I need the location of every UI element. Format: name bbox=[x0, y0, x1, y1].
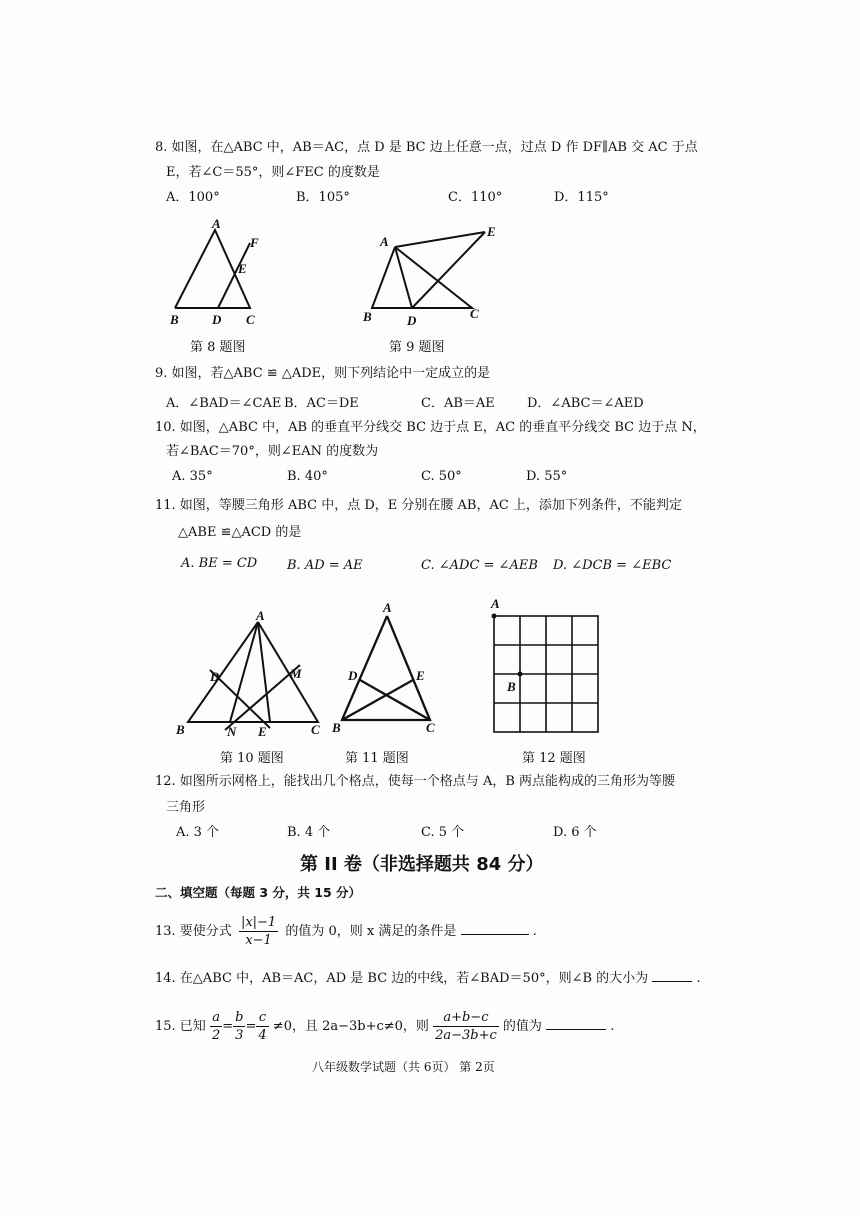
q15-prefix: 15. 已知 bbox=[155, 1019, 206, 1034]
q8-line2: E，若∠C＝55°，则∠FEC 的度数是 bbox=[166, 165, 380, 180]
fig10-label-b: B bbox=[176, 722, 185, 737]
q13-suffix: 的值为 0，则 x 满足的条件是 bbox=[285, 924, 457, 939]
q8-option-b: B．105° bbox=[296, 190, 350, 205]
q10-line1: 10. 如图，△ABC 中，AB 的垂直平分线交 BC 边于点 E，AC 的垂直平分线交 BC 边于点 N， bbox=[155, 420, 706, 435]
q10-line2: 若∠BAC＝70°，则∠EAN 的度数为 bbox=[166, 444, 379, 459]
q15-end: . bbox=[610, 1019, 615, 1034]
q13-numerator: |x|−1 bbox=[240, 915, 277, 930]
fig11-caption: 第 11 题图 bbox=[345, 751, 409, 766]
fig11-label-d: D bbox=[348, 668, 358, 683]
q12-option-b: B. 4 个 bbox=[287, 825, 331, 840]
q13-answer-blank[interactable] bbox=[461, 920, 529, 935]
fig10-caption: 第 10 题图 bbox=[220, 751, 284, 766]
fig10-label-n: N bbox=[227, 724, 237, 738]
fig12-label-a: A bbox=[491, 596, 500, 611]
q15-condition: ≠0，且 2a−3b+c≠0，则 bbox=[272, 1019, 429, 1034]
q11-option-c: C. ∠ADC = ∠AEB bbox=[421, 558, 538, 573]
section-title: 第 II 卷（非选择题共 84 分） bbox=[300, 854, 544, 875]
q9-line1: 9. 如图，若△ABC ≌ △ADE，则下列结论中一定成立的是 bbox=[155, 366, 491, 381]
q15-fraction-a-num: a bbox=[210, 1009, 222, 1027]
figure-10 bbox=[170, 610, 330, 738]
fig9-label-b: B bbox=[363, 309, 372, 324]
figure-8 bbox=[160, 215, 270, 330]
q14 bbox=[155, 967, 701, 989]
q13-denominator: x−1 bbox=[245, 933, 272, 948]
q15-fraction-c-num: c bbox=[256, 1009, 268, 1027]
q12-line1: 12. 如图所示网格上，能找出几个格点，使每一个格点与 A，B 两点能构成的三角形为等腰 bbox=[155, 774, 676, 789]
fig8-label-e: E bbox=[238, 261, 247, 276]
q11-line2: △ABE ≌△ACD 的是 bbox=[178, 525, 302, 540]
q15-eq-1: = bbox=[222, 1019, 234, 1034]
page-footer: 八年级数学试题（共 6页） 第 2页 bbox=[312, 1060, 495, 1074]
q15-fraction-a bbox=[210, 1009, 222, 1044]
q11-option-d: D. ∠DCB = ∠EBC bbox=[553, 558, 672, 573]
fig8-label-d: D bbox=[212, 312, 222, 327]
q14-answer-blank[interactable] bbox=[652, 967, 692, 982]
fig11-label-a: A bbox=[383, 600, 392, 615]
q9-option-a: A．∠BAD＝∠CAE bbox=[166, 396, 282, 411]
q15-eq-2: = bbox=[245, 1019, 257, 1034]
q13-fraction bbox=[239, 914, 278, 949]
fig10-label-d: D bbox=[210, 669, 220, 684]
q10-option-b: B. 40° bbox=[287, 469, 328, 484]
q8-line1: 8. 如图，在△ABC 中，AB＝AC，点 D 是 BC 边上任意一点，过点 D 作 DF∥AB 交 AC 于点 bbox=[155, 140, 698, 155]
q10-option-c: C. 50° bbox=[421, 469, 462, 484]
q9-option-d: D．∠ABC＝∠AED bbox=[527, 396, 644, 411]
fig9-label-e: E bbox=[487, 224, 496, 239]
q15-fraction-c bbox=[256, 1009, 268, 1044]
q15-fraction-b-num: b bbox=[235, 1010, 244, 1025]
fig12-label-b: B bbox=[507, 679, 516, 694]
figure-12 bbox=[480, 594, 610, 738]
q12-option-d: D. 6 个 bbox=[553, 825, 597, 840]
fig9-label-a: A bbox=[380, 234, 389, 249]
fig9-label-d: D bbox=[407, 313, 417, 328]
q13-prefix: 13. 要使分式 bbox=[155, 924, 232, 939]
fig8-label-f: F bbox=[250, 235, 259, 250]
q13-end: . bbox=[532, 924, 537, 939]
q8-option-a: A．100° bbox=[166, 190, 220, 205]
q15-fraction-main-num: a+b−c bbox=[433, 1009, 499, 1027]
q8-option-c: C．110° bbox=[448, 190, 503, 205]
figure-11 bbox=[330, 598, 445, 740]
q10-option-d: D. 55° bbox=[526, 469, 568, 484]
fig10-label-m: M bbox=[290, 666, 302, 681]
q15-suffix: 的值为 bbox=[502, 1019, 542, 1034]
figure-9 bbox=[360, 222, 510, 332]
q13 bbox=[155, 908, 537, 956]
q12-option-a: A. 3 个 bbox=[176, 825, 220, 840]
q8-option-d: D．115° bbox=[554, 190, 609, 205]
q10-option-a: A. 35° bbox=[172, 469, 213, 484]
fig11-label-b: B bbox=[332, 720, 341, 735]
fig10-label-e: E bbox=[258, 724, 267, 738]
fig11-label-c: C bbox=[426, 720, 435, 735]
fig8-label-c: C bbox=[246, 312, 255, 327]
fig12-caption: 第 12 题图 bbox=[522, 751, 586, 766]
fig10-label-c: C bbox=[311, 722, 320, 737]
q11-option-a: A. BE = CD bbox=[181, 556, 258, 571]
q15-fraction-main bbox=[433, 1009, 499, 1044]
q12-option-c: C. 5 个 bbox=[421, 825, 465, 840]
q12-line2: 三角形 bbox=[166, 800, 206, 815]
q15-fraction-b bbox=[233, 1009, 245, 1044]
q14-text: 14. 在△ABC 中，AB＝AC，AD 是 BC 边的中线，若∠BAD＝50°，则∠B 的大小为 bbox=[155, 971, 649, 986]
q15-fraction-c-den: 4 bbox=[258, 1028, 267, 1043]
q11-line1: 11. 如图，等腰三角形 ABC 中，点 D，E 分别在腰 AB，AC 上，添加下列条件，不能判定 bbox=[155, 498, 682, 513]
q15-fraction-a-den: 2 bbox=[211, 1028, 221, 1043]
fig8-label-a: A bbox=[212, 216, 221, 231]
q14-end: . bbox=[696, 971, 701, 986]
fill-in-title: 二、填空题（每题 3 分，共 15 分） bbox=[155, 885, 362, 900]
q15-fraction-main-den: 2a−3b+c bbox=[435, 1028, 497, 1043]
q11-option-b: B. AD = AE bbox=[287, 558, 363, 573]
fig9-caption: 第 9 题图 bbox=[389, 340, 445, 355]
fig9-label-c: C bbox=[470, 306, 479, 321]
fig8-label-b: B bbox=[170, 312, 179, 327]
q15-fraction-b-den: 3 bbox=[235, 1028, 244, 1043]
q9-option-b: B．AC＝DE bbox=[284, 396, 359, 411]
fig11-label-e: E bbox=[416, 668, 425, 683]
q15-answer-blank[interactable] bbox=[546, 1015, 606, 1030]
q15 bbox=[155, 1003, 614, 1051]
fig10-label-a: A bbox=[256, 610, 265, 623]
q9-option-c: C．AB＝AE bbox=[421, 396, 495, 411]
fig8-caption: 第 8 题图 bbox=[190, 340, 246, 355]
